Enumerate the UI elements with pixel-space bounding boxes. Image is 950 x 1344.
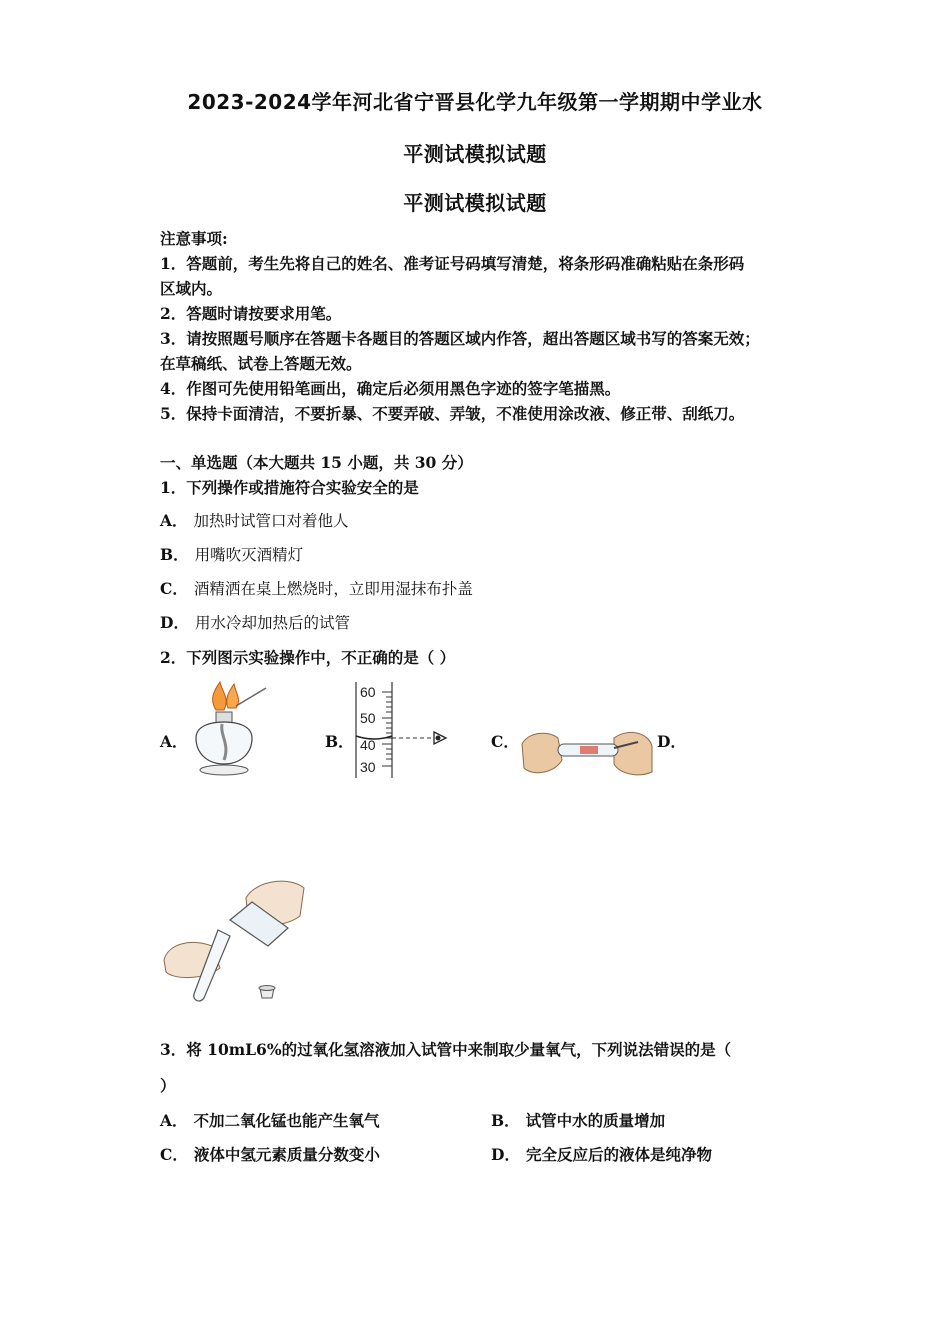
q3-stem-end: ） <box>160 1076 176 1095</box>
notice-item: 5．保持卡面清洁，不要折暴、不要弄破、弄皱，不准使用涂改液、修正带、刮纸刀。 <box>160 404 745 423</box>
q1-option-d: D． 用水冷却加热后的试管 <box>160 613 350 632</box>
notice-item: 1．答题前，考生先将自己的姓名、准考证号码填写清楚，将条形码准确粘贴在条形码 <box>160 254 745 273</box>
test-tube-hands-icon <box>518 724 658 780</box>
pouring-liquid-icon <box>160 876 310 1006</box>
q2-stem: 2．下列图示实验操作中，不正确的是（ ） <box>160 648 456 667</box>
q2-label-d: D． <box>657 732 686 751</box>
q1-stem: 1．下列操作或措施符合实验安全的是 <box>160 478 419 497</box>
q2-label-a: A． <box>160 732 188 751</box>
q2-label-b: B． <box>325 732 354 751</box>
q3-option-d: D． 完全反应后的液体是纯净物 <box>491 1145 712 1164</box>
exam-title-line2: 平测试模拟试题 <box>403 142 547 166</box>
q3-option-c: C． 液体中氢元素质量分数变小 <box>160 1145 380 1164</box>
q1-option-a: A． 加热时试管口对着他人 <box>160 511 349 530</box>
tick-label: 50 <box>360 710 376 726</box>
notice-item: 3．请按照题号顺序在答题卡各题目的答题区域内作答，超出答题区域书写的答案无效； <box>160 329 760 348</box>
notice-item: 4．作图可先使用铅笔画出，确定后必须用黑色字迹的签字笔描黑。 <box>160 379 621 398</box>
graduated-cylinder-icon <box>352 680 452 780</box>
exam-title-line1: 2023-2024学年河北省宁晋县化学九年级第一学期期中学业水 <box>187 90 763 114</box>
exam-title-line3: 平测试模拟试题 <box>403 191 547 215</box>
q2-label-c: C． <box>491 732 519 751</box>
notice-item: 2．答题时请按要求用笔。 <box>160 304 342 323</box>
notice-heading: 注意事项: <box>160 229 228 248</box>
q1-option-b: B． 用嘴吹灭酒精灯 <box>160 545 304 564</box>
q3-option-b: B． 试管中水的质量增加 <box>491 1111 666 1130</box>
notice-item: 区域内。 <box>160 279 223 298</box>
tick-label: 40 <box>360 737 376 753</box>
q3-option-a: A． 不加二氧化锰也能产生氧气 <box>160 1111 380 1130</box>
q1-option-c: C． 酒精洒在桌上燃烧时，立即用湿抹布扑盖 <box>160 579 473 598</box>
tick-label: 60 <box>360 684 376 700</box>
notice-item: 在草稿纸、试卷上答题无效。 <box>160 354 362 373</box>
section-heading: 一、单选题（本大题共 15 小题，共 30 分） <box>160 453 473 472</box>
q3-stem: 3．将 10mL6%的过氧化氢溶液加入试管中来制取少量氧气，下列说法错误的是（ <box>160 1040 732 1059</box>
alcohol-lamp-icon <box>186 680 272 780</box>
tick-label: 30 <box>360 759 376 775</box>
